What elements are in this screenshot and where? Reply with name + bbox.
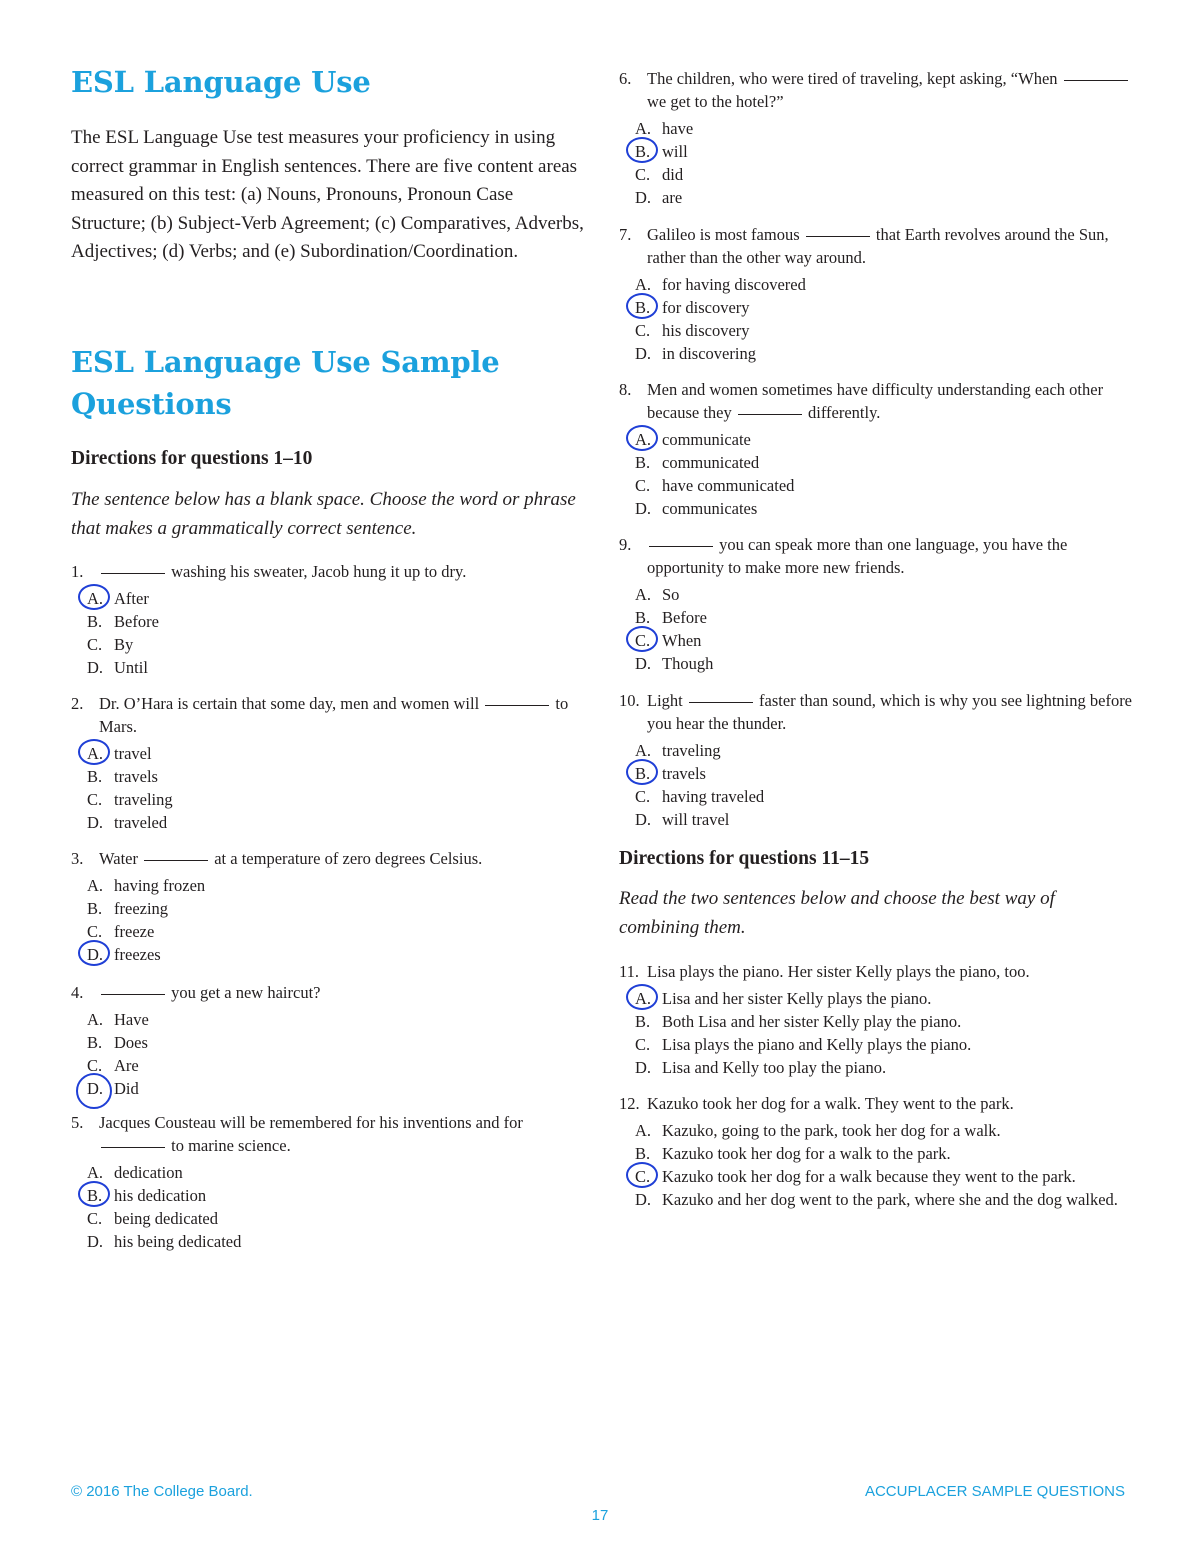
question-1 [71,560,586,679]
option-text: Kazuko and her dog went to the park, where she and the dog walked. [662,1190,1118,1209]
answer-options [85,742,586,834]
question-9 [619,533,1134,675]
answer-option[interactable] [633,140,1134,163]
question-text-after-blank: to Mars. [99,694,569,736]
answer-option[interactable] [85,1207,586,1230]
question-number: 10. [619,691,640,710]
question-stem [619,67,1134,113]
option-letter: B. [635,1144,651,1163]
question-text [647,533,1134,579]
question-text-after-blank: at a temperature of zero degrees Celsius. [214,849,483,868]
answer-option[interactable] [633,474,1134,497]
option-letter: C. [87,1209,103,1228]
option-letter: C. [635,631,651,650]
option-letter: D. [635,344,652,363]
option-text: dedication [114,1163,183,1182]
option-letter: B. [87,899,103,918]
option-letter: D. [87,1079,104,1098]
question-text-before-blank: Water [99,849,138,868]
option-letter: B. [635,142,651,161]
answer-blank [738,413,802,415]
answer-options [633,273,1134,365]
answer-option[interactable] [633,606,1134,629]
option-letter: B. [87,1033,103,1052]
answer-options [633,739,1134,831]
option-text: Until [114,658,148,677]
answer-blank [649,545,713,547]
question-stem [71,1111,586,1157]
question-text [647,67,1134,113]
option-text: traveling [662,741,721,760]
option-letter: C. [635,787,651,806]
question-8 [619,378,1134,520]
question-text-before-blank: Galileo is most famous [647,225,800,244]
option-letter: A. [87,1010,104,1029]
question-number: 12. [619,1094,640,1113]
option-letter: B. [635,453,651,472]
answer-blank [101,572,165,574]
answer-option[interactable] [633,652,1134,675]
question-text [99,1111,586,1157]
page-number: 17 [591,1507,609,1524]
answer-option[interactable] [633,1188,1134,1211]
answer-option[interactable] [85,1054,586,1077]
option-text: Lisa and her sister Kelly plays the piano. [662,989,932,1008]
option-text: in discovering [662,344,756,363]
question-number: 5. [71,1113,84,1132]
question-10 [619,689,1134,831]
question-stem [619,223,1134,269]
option-text: traveling [114,790,173,809]
option-letter: B. [635,608,651,627]
answer-option[interactable] [633,762,1134,785]
option-text: So [662,585,680,604]
answer-option[interactable] [85,788,586,811]
option-text: will travel [662,810,730,829]
answer-blank [1064,79,1128,81]
answer-blank [144,859,208,861]
question-text-after-blank: differently. [808,403,881,422]
question-stem [71,847,586,870]
question-12 [619,1092,1134,1211]
option-text: travels [114,767,158,786]
option-letter: D. [635,499,652,518]
question-stem [619,533,1134,579]
question-3 [71,847,586,966]
question-stem [71,560,586,583]
option-text: Kazuko, going to the park, took her dog for a walk. [662,1121,1001,1140]
question-text [647,689,1134,735]
intro-paragraph: The ESL Language Use test measures your proficiency in using correct grammar in English sentences. There are five content areas measured on this test: (a) Nouns, Pronouns, Pronoun Case Structure; (b) Subject-Verb Agreement; (c) Comparatives, Adverbs, Adjectives; (d) Verbs; and (e) Subordination/Coordination. [71,127,584,262]
answer-option[interactable] [85,587,586,610]
answer-blank [806,235,870,237]
option-text: being dedicated [114,1209,218,1228]
option-text: communicate [662,430,751,449]
option-text: travel [114,744,152,763]
question-6 [619,67,1134,209]
question-stem [619,689,1134,735]
option-letter: D. [87,658,104,677]
option-text: for having discovered [662,275,806,294]
answer-option[interactable] [85,610,586,633]
answer-option[interactable] [633,629,1134,652]
option-letter: D. [635,188,652,207]
answer-option[interactable] [85,897,586,920]
question-text-before-blank: Men and women sometimes have difficulty understanding each other because they [647,380,1104,422]
answer-option[interactable] [85,1008,586,1031]
answer-options [85,1161,586,1253]
answer-blank [101,993,165,995]
option-letter: A. [635,989,652,1008]
question-number: 2. [71,694,84,713]
option-letter: A. [635,585,652,604]
option-letter: B. [87,612,103,631]
answer-option[interactable] [633,987,1134,1010]
option-text: for discovery [662,298,750,317]
question-text-before-blank: The children, who were tired of traveling, kept asking, “When [647,69,1058,88]
option-letter: C. [635,321,651,340]
answer-options [633,583,1134,675]
answer-option[interactable] [633,1033,1134,1056]
option-text: Before [662,608,707,627]
copyright: © 2016 The College Board. [71,1483,253,1500]
answer-option[interactable] [633,739,1134,762]
question-11 [619,960,1134,1079]
answer-option[interactable] [85,943,586,966]
answer-option[interactable] [633,1056,1134,1079]
option-letter: A. [635,119,652,138]
directions-text-11-15: Read the two sentences below and choose the best way of combining them. [619,888,1055,938]
answer-option[interactable] [633,296,1134,319]
answer-options [85,874,586,966]
question-number: 11. [619,962,640,981]
option-text: traveled [114,813,168,832]
question-number: 4. [71,983,84,1002]
answer-option[interactable] [85,656,586,679]
answer-option[interactable] [85,1184,586,1207]
option-text: After [114,589,149,608]
option-letter: B. [635,764,651,783]
option-letter: C. [87,1056,103,1075]
question-stem [71,981,586,1004]
answer-blank [101,1146,165,1148]
option-text: his being dedicated [114,1232,242,1251]
question-text [647,378,1134,424]
answer-option[interactable] [633,1142,1134,1165]
answer-blank [689,701,753,703]
answer-options [633,428,1134,520]
question-text [99,981,586,1004]
answer-option[interactable] [85,1161,586,1184]
question-text-before-blank: Light [647,691,683,710]
answer-options [633,1119,1134,1211]
answer-option[interactable] [633,342,1134,365]
option-letter: C. [87,922,103,941]
question-stem [619,378,1134,424]
question-text [99,692,586,738]
option-text: communicates [662,499,758,518]
question-number: 7. [619,225,632,244]
option-letter: D. [87,813,104,832]
option-text: did [662,165,684,184]
option-text: Both Lisa and her sister Kelly play the piano. [662,1012,962,1031]
question-text-before-blank: Lisa plays the piano. Her sister Kelly plays the piano, too. [647,962,1030,981]
option-text: Lisa plays the piano and Kelly plays the piano. [662,1035,972,1054]
answer-option[interactable] [633,273,1134,296]
question-stem [71,692,586,738]
option-text: are [662,188,683,207]
option-text: freezing [114,899,169,918]
option-text: have [662,119,694,138]
answer-option[interactable] [633,428,1134,451]
option-letter: D. [635,1190,652,1209]
question-text [99,560,586,583]
option-text: Though [662,654,714,673]
option-text: Before [114,612,159,631]
question-text-before-blank: Dr. O’Hara is certain that some day, men and women will [99,694,480,713]
option-text: Lisa and Kelly too play the piano. [662,1058,887,1077]
answer-option[interactable] [85,633,586,656]
answer-option[interactable] [633,319,1134,342]
question-number: 8. [619,380,632,399]
answer-options [85,1008,586,1100]
question-5 [71,1111,586,1253]
section-title: ESL Language Use [71,65,371,99]
question-number: 3. [71,849,84,868]
option-letter: B. [635,298,651,317]
question-text-after-blank: to marine science. [171,1136,291,1155]
option-text: his dedication [114,1186,207,1205]
option-letter: C. [635,476,651,495]
option-letter: C. [635,1035,651,1054]
answer-option[interactable] [633,163,1134,186]
answer-option[interactable] [633,451,1134,474]
answer-option[interactable] [633,583,1134,606]
question-text-after-blank: we get to the hotel?” [647,92,784,111]
option-text: having frozen [114,876,206,895]
directions-heading-11-15: Directions for questions 11–15 [619,848,870,869]
question-text-after-blank: you get a new haircut? [171,983,321,1002]
option-text: Does [114,1033,148,1052]
answer-option[interactable] [85,1230,586,1253]
option-text: Have [114,1010,149,1029]
option-text: his discovery [662,321,750,340]
option-letter: C. [87,635,103,654]
option-letter: C. [635,1167,651,1186]
answer-options [633,117,1134,209]
option-text: will [662,142,688,161]
option-letter: A. [87,589,104,608]
answer-option[interactable] [85,874,586,897]
answer-option[interactable] [85,920,586,943]
option-text: communicated [662,453,760,472]
question-stem [619,960,1134,983]
option-text: Kazuko took her dog for a walk to the park. [662,1144,951,1163]
question-text [99,847,586,870]
question-number: 6. [619,69,632,88]
answer-options [633,987,1134,1079]
question-text [647,1092,1134,1115]
answer-option[interactable] [633,497,1134,520]
answer-option[interactable] [633,186,1134,209]
option-text: Are [114,1056,139,1075]
answer-option[interactable] [85,1031,586,1054]
answer-option[interactable] [633,785,1134,808]
question-7 [619,223,1134,365]
answer-option[interactable] [633,1165,1134,1188]
option-letter: D. [87,1232,104,1251]
directions-text-1-10: The sentence below has a blank space. Choose the word or phrase that makes a grammatically correct sentence. [71,489,576,539]
answer-options [85,587,586,679]
option-text: freeze [114,922,155,941]
answer-option[interactable] [85,742,586,765]
option-letter: D. [635,1058,652,1077]
option-letter: B. [87,1186,103,1205]
answer-option[interactable] [633,1119,1134,1142]
option-letter: D. [87,945,104,964]
option-text: having traveled [662,787,765,806]
answer-option[interactable] [85,811,586,834]
directions-heading-1-10: Directions for questions 1–10 [71,448,313,469]
sample-questions-title: ESL Language Use Sample Questions [71,345,500,421]
question-text-before-blank: Jacques Cousteau will be remembered for his inventions and for [99,1113,523,1132]
series-title: ACCUPLACER SAMPLE QUESTIONS [864,1483,1125,1500]
option-text: By [114,635,134,654]
option-letter: A. [635,741,652,760]
option-letter: A. [87,744,104,763]
answer-option[interactable] [633,117,1134,140]
option-letter: A. [635,1121,652,1140]
option-letter: A. [87,876,104,895]
question-2 [71,692,586,834]
option-text: When [662,631,702,650]
option-letter: B. [635,1012,651,1031]
question-text [647,223,1134,269]
question-number: 1. [71,562,84,581]
answer-option[interactable] [85,765,586,788]
question-stem [619,1092,1134,1115]
option-text: travels [662,764,706,783]
question-text-after-blank: faster than sound, which is why you see lightning before you hear the thunder. [647,691,1133,733]
option-text: Kazuko took her dog for a walk because they went to the park. [662,1167,1076,1186]
option-letter: A. [87,1163,104,1182]
option-letter: D. [635,810,652,829]
answer-option[interactable] [85,1077,586,1100]
option-letter: A. [635,275,652,294]
option-letter: A. [635,430,652,449]
question-text-before-blank: Kazuko took her dog for a walk. They went to the park. [647,1094,1014,1113]
question-text-after-blank: you can speak more than one language, you have the opportunity to make more new friends. [647,535,1068,577]
answer-option[interactable] [633,1010,1134,1033]
option-letter: C. [87,790,103,809]
answer-blank [485,704,549,706]
question-4 [71,981,586,1100]
question-text-after-blank: that Earth revolves around the Sun, rather than the other way around. [647,225,1109,267]
question-text-after-blank: washing his sweater, Jacob hung it up to dry. [171,562,467,581]
question-text [647,960,1134,983]
option-letter: D. [635,654,652,673]
option-text: freezes [114,945,161,964]
option-letter: B. [87,767,103,786]
question-number: 9. [619,535,632,554]
option-letter: C. [635,165,651,184]
option-text: Did [114,1079,139,1098]
option-text: have communicated [662,476,795,495]
answer-option[interactable] [633,808,1134,831]
